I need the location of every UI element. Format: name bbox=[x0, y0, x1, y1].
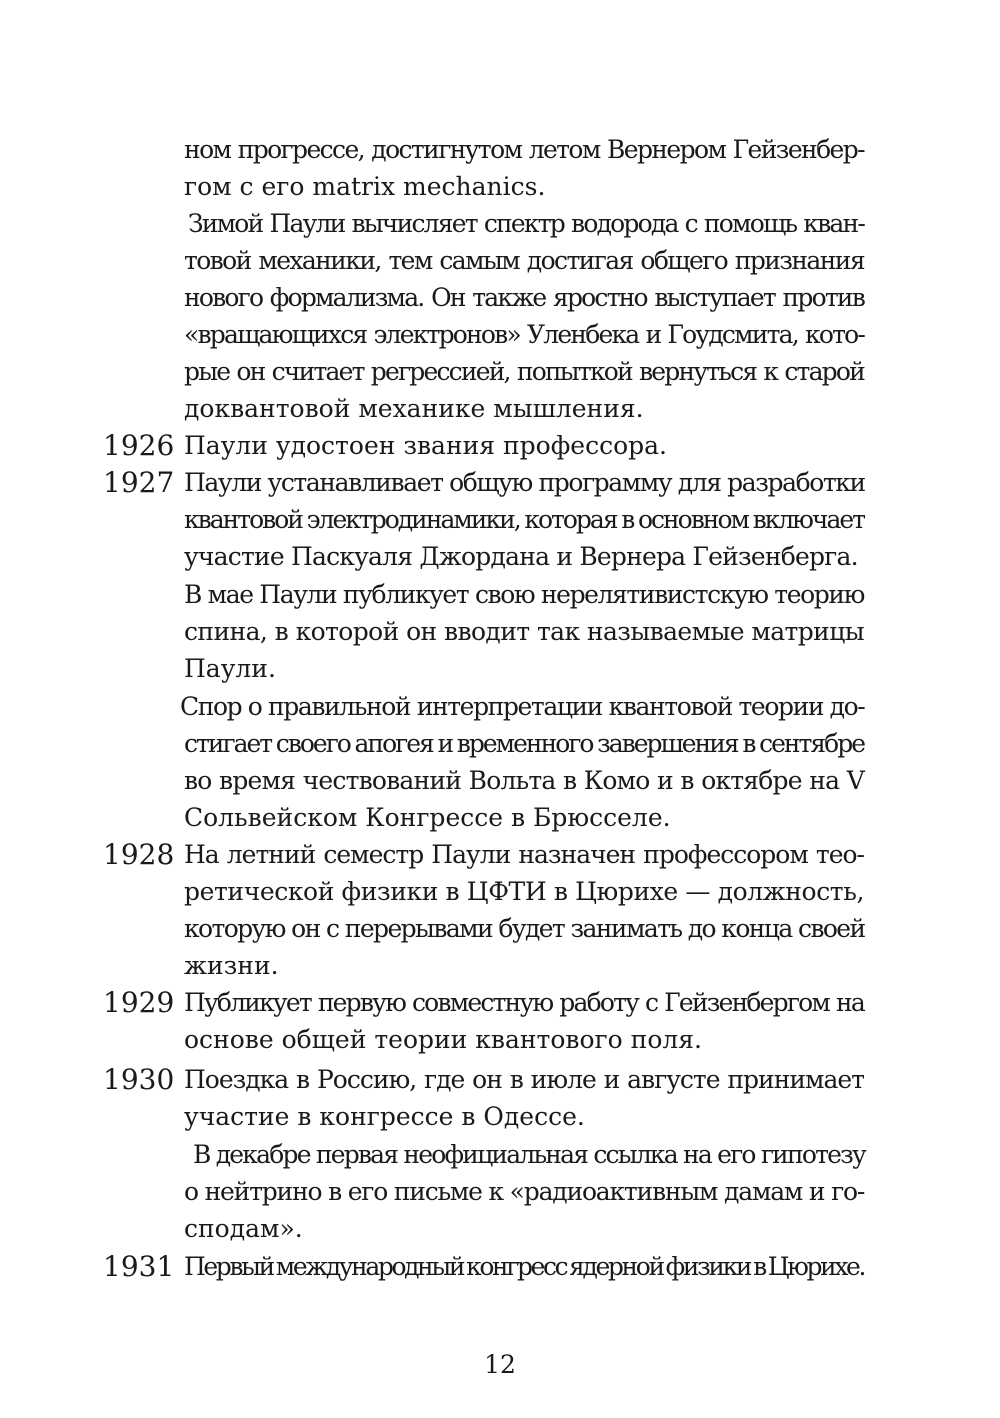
text-line: участие Паскуаля Джордана и Вернера Гейзенберга. bbox=[184, 542, 858, 571]
text-line: Паули устанавливает общую программу для разработки bbox=[184, 468, 865, 497]
text-line: которую он с перерывами будет занимать до конца своей bbox=[184, 914, 865, 943]
year-label: 1931 bbox=[103, 1250, 175, 1283]
text-line: о нейтрино в его письме к «радиоактивным дамам и го- bbox=[184, 1177, 865, 1206]
text-line: ретической физики в ЦФТИ в Цюрихе — должность, bbox=[184, 877, 864, 906]
text-line: Сольвейском Конгрессе в Брюсселе. bbox=[184, 803, 671, 832]
year-label: 1927 bbox=[103, 466, 175, 499]
text-line: доквантовой механике мышления. bbox=[184, 394, 644, 423]
text-line: жизни. bbox=[184, 951, 279, 980]
text-line: Первый международный конгресс ядерной физики в Цюрихе. bbox=[184, 1252, 864, 1281]
text-line: квантовой электродинамики, которая в основном включает bbox=[184, 505, 864, 534]
page-number: 12 bbox=[484, 1350, 516, 1379]
text-line: товой механики, тем самым достигая общего признания bbox=[184, 246, 864, 275]
text-line: На летний семестр Паули назначен профессором тео- bbox=[184, 840, 864, 869]
text-line: «вращающихся электронов» Уленбека и Гоудсмита, кото- bbox=[184, 320, 864, 349]
text-line: Поездка в Россию, где он в июле и августе принимает bbox=[184, 1065, 864, 1094]
text-line: Паули удостоен звания профессора. bbox=[184, 431, 667, 460]
year-label: 1928 bbox=[103, 838, 175, 871]
text-line: Спор о правильной интерпретации квантовой теории до- bbox=[180, 692, 865, 721]
text-line: рые он считает регрессией, попыткой вернуться к старой bbox=[184, 357, 864, 386]
text-line: нового формализма. Он также яростно выступает против bbox=[184, 283, 864, 312]
text-line: ном прогрессе, достигнутом летом Вернером Гейзенбер- bbox=[184, 135, 864, 164]
text-line: основе общей теории квантового поля. bbox=[184, 1025, 702, 1054]
text-line: во время чествований Вольта в Комо и в октябре на V bbox=[184, 766, 864, 795]
text-line: спина, в которой он вводит так называемые матрицы bbox=[184, 617, 864, 646]
year-label: 1926 bbox=[103, 429, 175, 462]
text-line: сподам». bbox=[184, 1214, 303, 1243]
text-line: Паули. bbox=[184, 654, 276, 683]
text-line: гом с его matrix mechanics. bbox=[184, 172, 546, 201]
text-line: Публикует первую совместную работу с Гейзенбергом на bbox=[184, 988, 864, 1017]
text-line: стигает своего апогея и временного завершения в сентябре bbox=[184, 729, 864, 758]
text-line: В декабре первая неофициальная ссылка на его гипотезу bbox=[193, 1140, 865, 1169]
text-line: Зимой Паули вычисляет спектр водорода с помощь кван- bbox=[188, 209, 864, 238]
year-label: 1930 bbox=[103, 1063, 175, 1096]
text-line: В мае Паули публикует свою нерелятивистскую теорию bbox=[184, 580, 864, 609]
year-label: 1929 bbox=[103, 986, 175, 1019]
text-line: участие в конгрессе в Одессе. bbox=[184, 1102, 585, 1131]
